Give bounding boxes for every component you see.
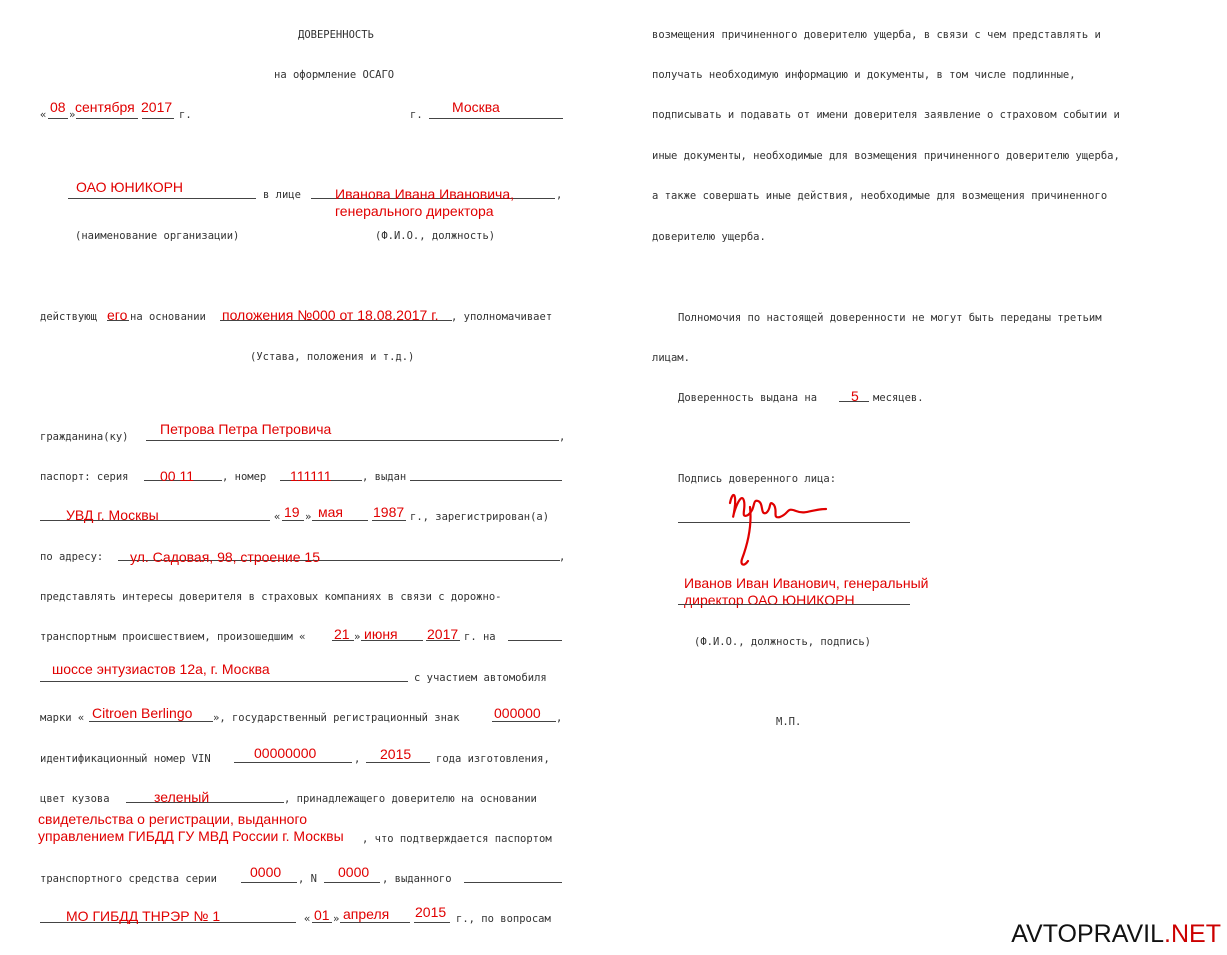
org-caption: (наименование организации) <box>75 230 240 242</box>
questions-suffix: г., по вопросам <box>456 913 551 925</box>
signature-drawing <box>722 485 832 570</box>
accident-place-value: шоссе энтузиастов 12а, г. Москва <box>52 661 270 677</box>
comma: , <box>559 431 566 443</box>
in-person-label: в лице <box>263 189 301 201</box>
basis-caption: (Устава, положения и т.д.) <box>250 351 415 363</box>
vin-label: идентификационный номер VIN <box>40 753 211 765</box>
quote-open: « <box>274 511 281 523</box>
date-month: сентября <box>75 99 135 115</box>
quote-open: « <box>304 913 311 925</box>
with-car-label: с участием автомобиля <box>414 672 547 684</box>
quote-mid: » <box>305 511 312 523</box>
accident-day: 21 <box>334 626 350 642</box>
year-suffix: года изготовления, <box>436 753 550 765</box>
issue-day: 19 <box>284 504 300 520</box>
pts-day: 01 <box>314 907 330 923</box>
belongs-suffix: , принадлежащего доверителю на основании <box>284 793 537 805</box>
date-g: г. <box>179 109 192 121</box>
passport-series-value: 00 11 <box>160 468 194 484</box>
date-mid-quote: » <box>69 109 76 121</box>
date-open-quote: « <box>40 109 47 121</box>
represent-line: представлять интересы доверителя в страховых компаниях в связи с дорожно- <box>40 591 502 603</box>
doc-title: ДОВЕРЕННОСТЬ <box>298 29 374 41</box>
citizen-value: Петрова Петра Петровича <box>160 421 332 437</box>
plate-value: 000000 <box>494 705 541 721</box>
site-watermark <box>1011 922 1221 947</box>
comma: , <box>556 189 563 201</box>
comma: , <box>556 712 563 724</box>
right-p1-line3: подписывать и подавать от имени доверителя заявление о страховом событии и <box>652 109 1120 121</box>
city-g: г. <box>410 109 423 121</box>
acting-on-basis: на основании <box>130 311 206 323</box>
tech-series-label: транспортного средства серии <box>40 873 218 885</box>
comma: , <box>559 551 566 563</box>
brand-label: марки « <box>40 712 85 724</box>
signature-label: Подпись доверенного лица: <box>678 473 837 485</box>
pts-number-value: 0000 <box>338 864 370 880</box>
registered-label: г., зарегистрирован(а) <box>410 511 550 523</box>
brand-suffix: », государственный регистрационный знак <box>213 712 460 724</box>
pts-issued-by-value: МО ГИБДД ТНРЭР № 1 <box>66 908 221 924</box>
term-months-value: 5 <box>851 388 859 404</box>
pts-month: апреля <box>343 906 390 922</box>
acting-suffix: , уполномачивает <box>451 311 553 323</box>
city-value: Москва <box>452 99 500 115</box>
tech-n-label: , N <box>298 873 317 885</box>
right-p2-line1: Полномочия по настоящей доверенности не могут быть переданы третьим <box>678 312 1102 324</box>
right-p2-line2: лицам. <box>652 352 690 364</box>
organization-value: ОАО ЮНИКОРН <box>76 179 184 195</box>
passport-issued-label: , выдан <box>362 471 407 483</box>
right-p1-line4: иные документы, необходимые для возмещения причиненного доверителю ущерба, <box>652 150 1120 162</box>
sign-caption: (Ф.И.О., должность, подпись) <box>694 636 872 648</box>
acting-ending: его <box>107 307 128 323</box>
vin-value: 00000000 <box>254 745 317 761</box>
ownership-doc-line1: свидетельства о регистрации, выданного <box>38 811 308 827</box>
car-year-value: 2015 <box>380 746 412 762</box>
basis-value: положения №000 от 18.08.2017 г. <box>222 307 439 323</box>
address-value: ул. Садовая, 98, строение 15 <box>130 549 320 565</box>
date-day: 08 <box>50 99 66 115</box>
pts-year: 2015 <box>415 904 447 920</box>
pts-series-value: 0000 <box>250 864 282 880</box>
issued-by-value: УВД г. Москвы <box>66 507 159 523</box>
passport-number-label: , номер <box>222 471 267 483</box>
right-p1-line5: а также совершать иные действия, необходимые для возмещения причиненного <box>652 190 1108 202</box>
accident-month: июня <box>364 626 398 642</box>
color-label: цвет кузова <box>40 793 110 805</box>
director-value-line1: Иванова Ивана Ивановича, <box>335 186 515 202</box>
term-suffix: месяцев. <box>873 392 924 404</box>
ownership-doc-line2: управлением ГИБДД ГУ МВД России г. Москвы <box>38 828 344 844</box>
fio-caption: (Ф.И.О., должность) <box>375 230 496 242</box>
address-label: по адресу: <box>40 551 104 563</box>
quote-mid: » <box>333 913 340 925</box>
passport-series-label: паспорт: серия <box>40 471 129 483</box>
issue-month: мая <box>318 504 343 520</box>
watermark-tld: .NET <box>1164 920 1221 948</box>
doc-subtitle: на оформление ОСАГО <box>274 69 395 81</box>
accident-year: 2017 <box>427 626 459 642</box>
tech-issued-label: , выданного <box>382 873 452 885</box>
signer-line2: директор ОАО ЮНИКОРН <box>684 592 855 608</box>
signer-line1: Иванов Иван Иванович, генеральный <box>684 575 929 591</box>
right-p1-line2: получать необходимую информацию и документы, в том числе подлинные, <box>652 69 1076 81</box>
color-value: зеленый <box>154 789 210 805</box>
acting-prefix: действующ <box>40 311 97 323</box>
watermark-main: AVTOPRAVIL <box>1011 920 1165 948</box>
quote-mid: » <box>354 631 361 643</box>
issue-year: 1987 <box>373 504 405 520</box>
accident-g-na: г. на <box>464 631 496 643</box>
mp-label: М.П. <box>776 716 802 728</box>
right-p1-line6: доверителю ущерба. <box>652 231 766 243</box>
passport-number-value: 111111 <box>290 468 332 484</box>
car-brand-value: Citroen Berlingo <box>92 705 193 721</box>
citizen-label: гражданина(ку) <box>40 431 129 443</box>
date-year: 2017 <box>141 99 173 115</box>
right-p1-line1: возмещения причиненного доверителю ущерба, в связи с чем представлять и <box>652 29 1101 41</box>
accident-line: транспортным происшествием, произошедшим « <box>40 631 306 643</box>
comma: , <box>354 753 361 765</box>
director-value-line2: генерального директора <box>335 203 494 219</box>
term-prefix: Доверенность выдана на <box>678 392 818 404</box>
confirmed-suffix: , что подтверждается паспортом <box>362 833 552 845</box>
